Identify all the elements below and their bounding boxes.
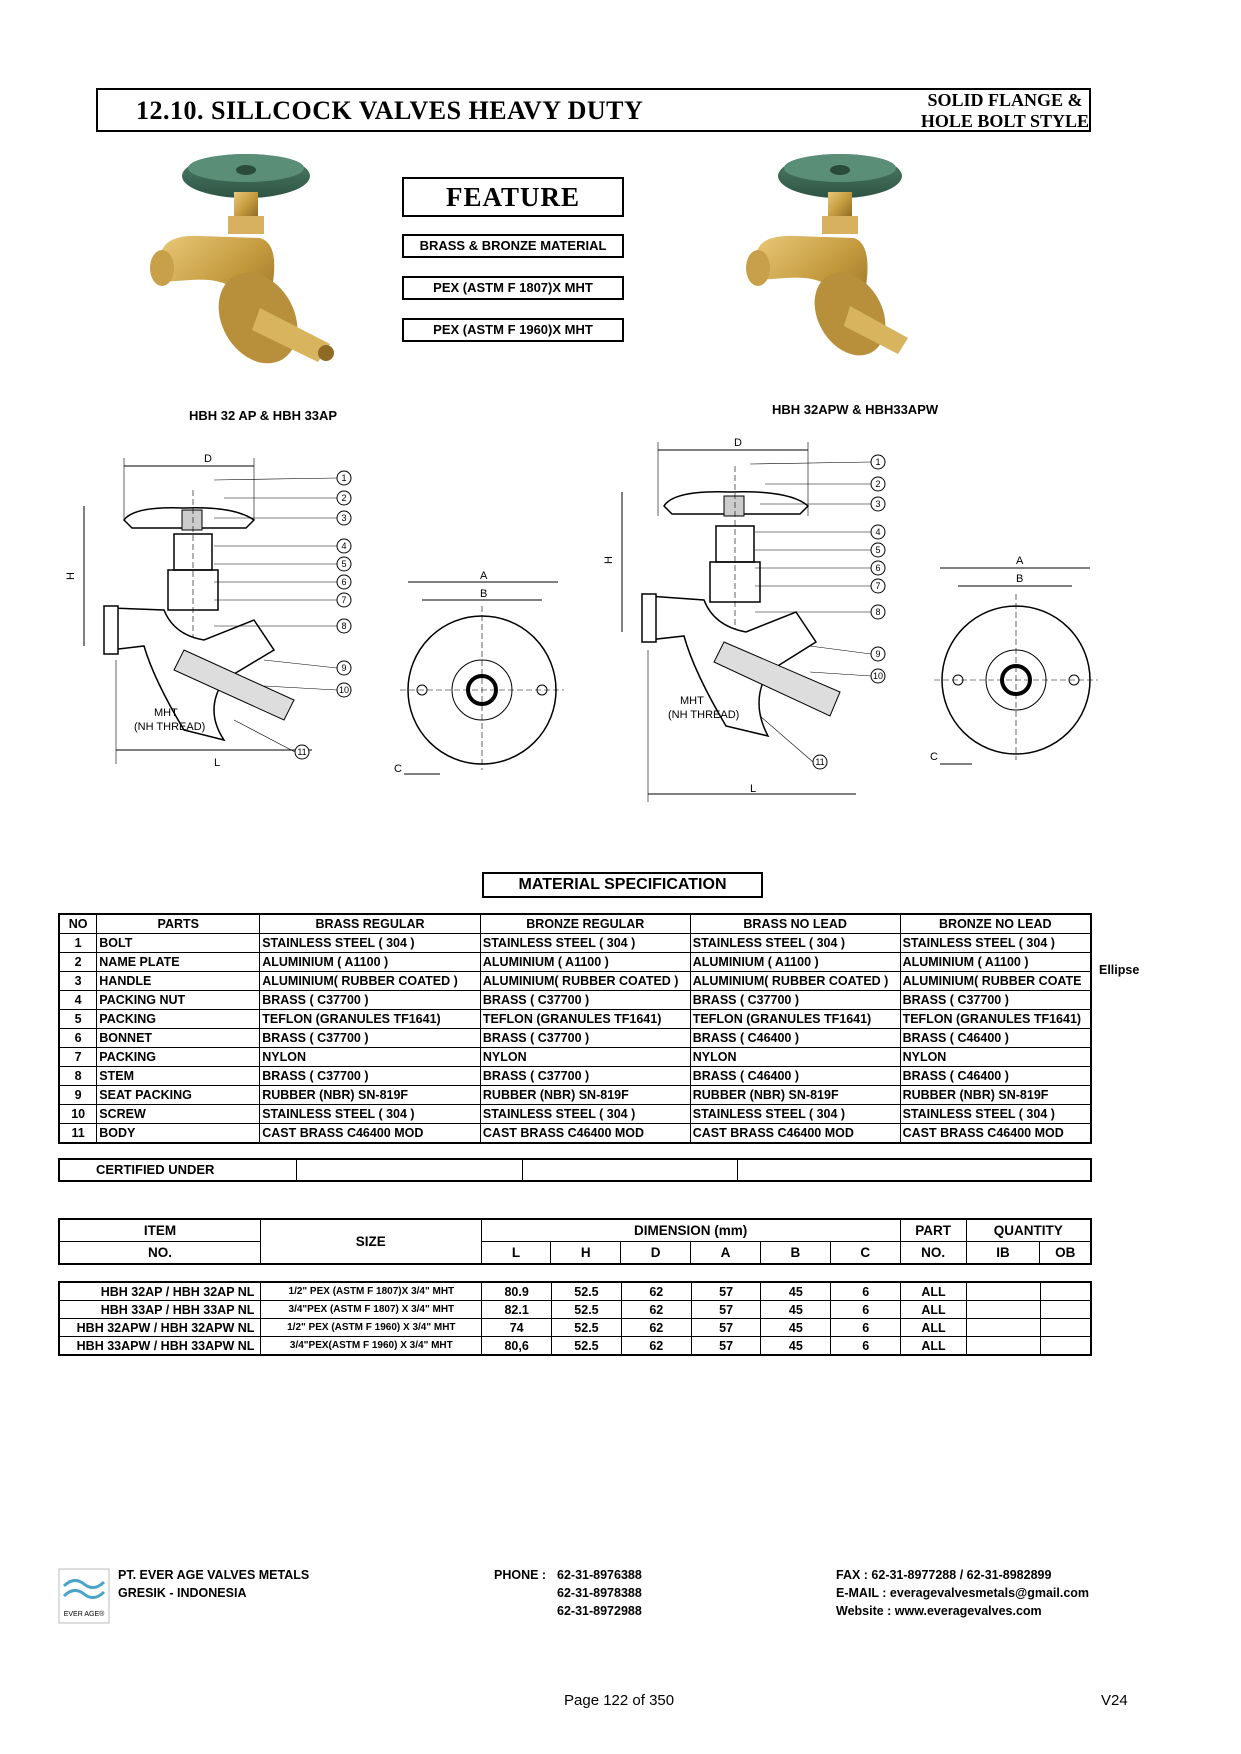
part-name: BONNET <box>97 1029 260 1048</box>
callout-3-right: 3 <box>875 499 881 509</box>
material-cell: TEFLON (GRANULES TF1641) <box>690 1010 900 1029</box>
material-cell: BRASS ( C46400 ) <box>690 1029 900 1048</box>
dim-header-quantity: QUANTITY <box>966 1219 1091 1242</box>
dimension-cell: 62 <box>621 1282 691 1301</box>
dim-header-c: C <box>830 1242 900 1265</box>
material-cell: ALUMINIUM( RUBBER COATED ) <box>690 972 900 991</box>
part-no-cell: ALL <box>901 1319 967 1337</box>
table-row <box>59 1124 1091 1144</box>
version-label: V24 <box>1101 1692 1128 1709</box>
qty-ib-cell <box>966 1282 1040 1301</box>
material-cell: NYLON <box>480 1048 690 1067</box>
dimension-cell: 57 <box>691 1282 761 1301</box>
col-header-no: NO <box>59 914 97 934</box>
dimension-cell: 80,6 <box>482 1337 552 1356</box>
dim-label-c-left: C <box>394 763 402 775</box>
material-cell: ALUMINIUM( RUBBER COATED ) <box>480 972 690 991</box>
certified-cell-2 <box>523 1159 738 1181</box>
dim-header-b: B <box>760 1242 830 1265</box>
table-row <box>59 1282 1091 1301</box>
dim-label-d-right: D <box>734 437 742 449</box>
table-row <box>59 1105 1091 1124</box>
dim-header-h: H <box>551 1242 621 1265</box>
dim-header-part-no: NO. <box>900 1242 966 1265</box>
dim-header-part: PART <box>900 1219 966 1242</box>
material-spec-title: MATERIAL SPECIFICATION <box>482 872 763 898</box>
callout-7: 7 <box>341 595 347 605</box>
table-row <box>59 991 1091 1010</box>
row-number: 8 <box>59 1067 97 1086</box>
callout-11-right: 11 <box>815 757 825 767</box>
material-spec-table <box>58 913 1092 1144</box>
callout-6-right: 6 <box>875 563 881 573</box>
dimension-cell: 52.5 <box>552 1337 622 1356</box>
material-cell: ALUMINIUM ( A1100 ) <box>480 953 690 972</box>
material-cell: BRASS ( C37700 ) <box>260 991 481 1010</box>
qty-ib-cell <box>966 1337 1040 1356</box>
part-name: BODY <box>97 1124 260 1144</box>
part-name: HANDLE <box>97 972 260 991</box>
row-number: 7 <box>59 1048 97 1067</box>
dim-label-a-left: A <box>480 570 488 582</box>
side-note: Ellipse <box>1099 963 1140 977</box>
dimension-cell: 45 <box>761 1337 831 1356</box>
callout-9: 9 <box>341 663 347 673</box>
callout-1: 1 <box>341 473 347 483</box>
footer-contact: FAX : 62-31-8977288 / 62-31-8982899 E-MAIL : everagevalvesmetals@gmail.com Website : www.everagevalves.com <box>836 1568 1090 1618</box>
dimension-cell: 52.5 <box>552 1319 622 1337</box>
material-cell: NYLON <box>690 1048 900 1067</box>
qty-ob-cell <box>1040 1319 1091 1337</box>
nh-thread-label-left: (NH THREAD) <box>134 721 206 733</box>
part-name: PACKING NUT <box>97 991 260 1010</box>
material-cell: TEFLON (GRANULES TF1641) <box>900 1010 1091 1029</box>
page-title: 12.10. SILLCOCK VALVES HEAVY DUTY <box>136 96 644 125</box>
row-number: 10 <box>59 1105 97 1124</box>
dimension-cell: 82.1 <box>482 1301 552 1319</box>
material-cell: RUBBER (NBR) SN-819F <box>900 1086 1091 1105</box>
feature-item-material: BRASS & BRONZE MATERIAL <box>402 234 624 258</box>
callout-10: 10 <box>338 685 350 695</box>
footer-phone-label: PHONE : <box>494 1568 547 1582</box>
qty-ib-cell <box>966 1319 1040 1337</box>
material-cell: BRASS ( C37700 ) <box>900 991 1091 1010</box>
callout-10-right: 10 <box>872 671 884 681</box>
dimension-cell: 45 <box>761 1301 831 1319</box>
page-number: Page 122 of 350 <box>564 1692 675 1709</box>
row-number: 4 <box>59 991 97 1010</box>
row-number: 6 <box>59 1029 97 1048</box>
dimension-cell: 74 <box>482 1319 552 1337</box>
qty-ob-cell <box>1040 1337 1091 1356</box>
material-cell: BRASS ( C46400 ) <box>900 1067 1091 1086</box>
dimension-cell: 45 <box>761 1282 831 1301</box>
company-logo <box>58 1568 110 1624</box>
feature-item-pex1807: PEX (ASTM F 1807)X MHT <box>402 276 624 300</box>
callout-4: 4 <box>341 541 347 551</box>
size-cell: 1/2" PEX (ASTM F 1807)X 3/4" MHT <box>261 1282 482 1301</box>
part-name: PACKING <box>97 1010 260 1029</box>
qty-ob-cell <box>1040 1282 1091 1301</box>
item-no-cell: HBH 33APW / HBH 33APW NL <box>59 1337 261 1356</box>
dimension-cell: 6 <box>831 1337 901 1356</box>
mht-label-right: MHT <box>680 695 704 707</box>
material-cell: CAST BRASS C46400 MOD <box>260 1124 481 1144</box>
material-cell: BRASS ( C37700 ) <box>480 1067 690 1086</box>
dim-label-b-left: B <box>480 588 488 600</box>
size-cell: 3/4"PEX (ASTM F 1807) X 3/4" MHT <box>261 1301 482 1319</box>
material-cell: STAINLESS STEEL ( 304 ) <box>480 1105 690 1124</box>
callout-4-right: 4 <box>875 527 881 537</box>
col-header-bronze-no-lead: BRONZE NO LEAD <box>900 914 1091 934</box>
material-cell: ALUMINIUM ( A1100 ) <box>260 953 481 972</box>
material-cell: STAINLESS STEEL ( 304 ) <box>260 934 481 953</box>
dim-label-l-right: L <box>750 783 757 795</box>
dimension-header-table <box>58 1218 1092 1265</box>
dimension-cell: 62 <box>621 1301 691 1319</box>
callout-8: 8 <box>341 621 347 631</box>
logo-text: EVER AGE® <box>63 1611 105 1618</box>
part-name: NAME PLATE <box>97 953 260 972</box>
dimension-cell: 6 <box>831 1301 901 1319</box>
dimension-data-table <box>58 1281 1092 1356</box>
item-no-cell: HBH 32APW / HBH 32APW NL <box>59 1319 261 1337</box>
size-cell: 1/2" PEX (ASTM F 1960) X 3/4" MHT <box>261 1319 482 1337</box>
row-number: 9 <box>59 1086 97 1105</box>
material-cell: ALUMINIUM( RUBBER COATE <box>900 972 1091 991</box>
dimension-cell: 45 <box>761 1319 831 1337</box>
dim-header-size: SIZE <box>261 1219 481 1264</box>
material-cell: NYLON <box>900 1048 1091 1067</box>
material-cell: CAST BRASS C46400 MOD <box>690 1124 900 1144</box>
material-cell: STAINLESS STEEL ( 304 ) <box>690 934 900 953</box>
dimension-cell: 6 <box>831 1282 901 1301</box>
table-row <box>59 1301 1091 1319</box>
material-cell: NYLON <box>260 1048 481 1067</box>
material-cell: STAINLESS STEEL ( 304 ) <box>260 1105 481 1124</box>
certified-label: CERTIFIED UNDER <box>59 1159 297 1181</box>
caption-left: HBH 32 AP & HBH 33AP <box>189 408 338 423</box>
dim-header-row-1 <box>59 1219 1091 1242</box>
dim-label-a-right: A <box>1016 555 1024 567</box>
dim-label-d-left: D <box>204 453 212 465</box>
material-cell: CAST BRASS C46400 MOD <box>900 1124 1091 1144</box>
material-cell: BRASS ( C37700 ) <box>690 991 900 1010</box>
material-cell: TEFLON (GRANULES TF1641) <box>260 1010 481 1029</box>
dim-label-c-right: C <box>930 751 938 763</box>
dim-header-row-2 <box>59 1242 1091 1265</box>
certified-cell-1 <box>297 1159 523 1181</box>
material-cell: STAINLESS STEEL ( 304 ) <box>900 934 1091 953</box>
mht-label-left: MHT <box>154 707 178 719</box>
dimension-cell: 62 <box>621 1337 691 1356</box>
col-header-brass-regular: BRASS REGULAR <box>260 914 481 934</box>
dimension-cell: 80.9 <box>482 1282 552 1301</box>
callout-8-right: 8 <box>875 607 881 617</box>
callout-11: 11 <box>297 747 307 757</box>
material-cell: CAST BRASS C46400 MOD <box>480 1124 690 1144</box>
footer-company: PT. EVER AGE VALVES METALS GRESIK - INDONESIA <box>118 1568 310 1600</box>
qty-ib-cell <box>966 1301 1040 1319</box>
callout-6: 6 <box>341 577 347 587</box>
section-drawing-left <box>64 450 364 790</box>
size-cell: 3/4"PEX(ASTM F 1960) X 3/4" MHT <box>261 1337 482 1356</box>
table-row <box>59 1067 1091 1086</box>
dimension-cell: 57 <box>691 1301 761 1319</box>
dim-header-l: L <box>481 1242 551 1265</box>
material-cell: ALUMINIUM ( A1100 ) <box>900 953 1091 972</box>
callout-7-right: 7 <box>875 581 881 591</box>
callout-5-right: 5 <box>875 545 881 555</box>
dim-header-item: ITEM <box>59 1219 261 1242</box>
title-subtitle: SOLID FLANGE & HOLE BOLT STYLE <box>920 90 1089 131</box>
dim-label-l-left: L <box>214 757 221 769</box>
table-header-row <box>59 914 1091 934</box>
col-header-parts: PARTS <box>97 914 260 934</box>
dim-header-ib: IB <box>966 1242 1040 1265</box>
dimension-cell: 57 <box>691 1337 761 1356</box>
dim-header-d: D <box>621 1242 691 1265</box>
table-row <box>59 1319 1091 1337</box>
part-name: SEAT PACKING <box>97 1086 260 1105</box>
table-row <box>59 934 1091 953</box>
dim-label-h-right: H <box>603 556 615 564</box>
section-drawing-right <box>600 436 900 806</box>
dim-header-a: A <box>691 1242 761 1265</box>
material-cell: BRASS ( C46400 ) <box>900 1029 1091 1048</box>
material-cell: TEFLON (GRANULES TF1641) <box>480 1010 690 1029</box>
material-cell: ALUMINIUM ( A1100 ) <box>690 953 900 972</box>
material-cell: RUBBER (NBR) SN-819F <box>480 1086 690 1105</box>
callout-2-right: 2 <box>875 479 881 489</box>
table-row <box>59 972 1091 991</box>
product-photo-left <box>140 148 360 388</box>
dim-header-item-no: NO. <box>59 1242 261 1265</box>
flange-drawing-left <box>394 570 570 790</box>
feature-title: FEATURE <box>402 177 624 217</box>
material-cell: BRASS ( C37700 ) <box>480 991 690 1010</box>
table-row <box>59 1029 1091 1048</box>
material-cell: BRASS ( C37700 ) <box>260 1067 481 1086</box>
feature-item-pex1960: PEX (ASTM F 1960)X MHT <box>402 318 624 342</box>
material-cell: STAINLESS STEEL ( 304 ) <box>900 1105 1091 1124</box>
dimension-cell: 52.5 <box>552 1282 622 1301</box>
table-row <box>59 1337 1091 1356</box>
qty-ob-cell <box>1040 1301 1091 1319</box>
table-row <box>59 1010 1091 1029</box>
certified-row <box>59 1159 1091 1181</box>
part-name: BOLT <box>97 934 260 953</box>
row-number: 3 <box>59 972 97 991</box>
material-cell: ALUMINIUM( RUBBER COATED ) <box>260 972 481 991</box>
dim-header-ob: OB <box>1040 1242 1091 1265</box>
dimension-cell: 52.5 <box>552 1301 622 1319</box>
material-cell: BRASS ( C37700 ) <box>260 1029 481 1048</box>
table-row <box>59 1048 1091 1067</box>
dim-label-b-right: B <box>1016 573 1024 585</box>
dim-header-dimension: DIMENSION (mm) <box>481 1219 900 1242</box>
item-no-cell: HBH 32AP / HBH 32AP NL <box>59 1282 261 1301</box>
material-cell: RUBBER (NBR) SN-819F <box>690 1086 900 1105</box>
flange-drawing-right <box>920 550 1100 780</box>
footer-email[interactable]: E-MAIL : everagevalvesmetals@gmail.com <box>836 1586 1090 1600</box>
part-no-cell: ALL <box>901 1337 967 1356</box>
col-header-brass-no-lead: BRASS NO LEAD <box>690 914 900 934</box>
material-cell: BRASS ( C46400 ) <box>690 1067 900 1086</box>
part-no-cell: ALL <box>901 1282 967 1301</box>
caption-right: HBH 32APW & HBH33APW <box>772 402 939 417</box>
dimension-cell: 62 <box>621 1319 691 1337</box>
dim-label-h-left: H <box>65 572 77 580</box>
table-row <box>59 953 1091 972</box>
row-number: 2 <box>59 953 97 972</box>
table-row <box>59 1086 1091 1105</box>
part-name: PACKING <box>97 1048 260 1067</box>
callout-5: 5 <box>341 559 347 569</box>
row-number: 5 <box>59 1010 97 1029</box>
certified-table <box>58 1158 1092 1182</box>
material-cell: STAINLESS STEEL ( 304 ) <box>480 934 690 953</box>
certified-cell-3 <box>738 1159 1092 1181</box>
row-number: 11 <box>59 1124 97 1144</box>
footer-phones: 62-31-8976388 62-31-8978388 62-31-8972988 <box>557 1568 642 1618</box>
callout-1-right: 1 <box>875 457 881 467</box>
callout-9-right: 9 <box>875 649 881 659</box>
callout-2: 2 <box>341 493 347 503</box>
footer-website[interactable]: Website : www.everagevalves.com <box>836 1604 1042 1618</box>
part-no-cell: ALL <box>901 1301 967 1319</box>
material-cell: STAINLESS STEEL ( 304 ) <box>690 1105 900 1124</box>
dimension-cell: 57 <box>691 1319 761 1337</box>
col-header-bronze-regular: BRONZE REGULAR <box>480 914 690 934</box>
part-name: SCREW <box>97 1105 260 1124</box>
material-cell: BRASS ( C37700 ) <box>480 1029 690 1048</box>
material-cell: RUBBER (NBR) SN-819F <box>260 1086 481 1105</box>
dimension-cell: 6 <box>831 1319 901 1337</box>
callout-3: 3 <box>341 513 347 523</box>
item-no-cell: HBH 33AP / HBH 33AP NL <box>59 1301 261 1319</box>
nh-thread-label-right: (NH THREAD) <box>668 709 740 721</box>
product-photo-right <box>740 146 940 376</box>
row-number: 1 <box>59 934 97 953</box>
part-name: STEM <box>97 1067 260 1086</box>
